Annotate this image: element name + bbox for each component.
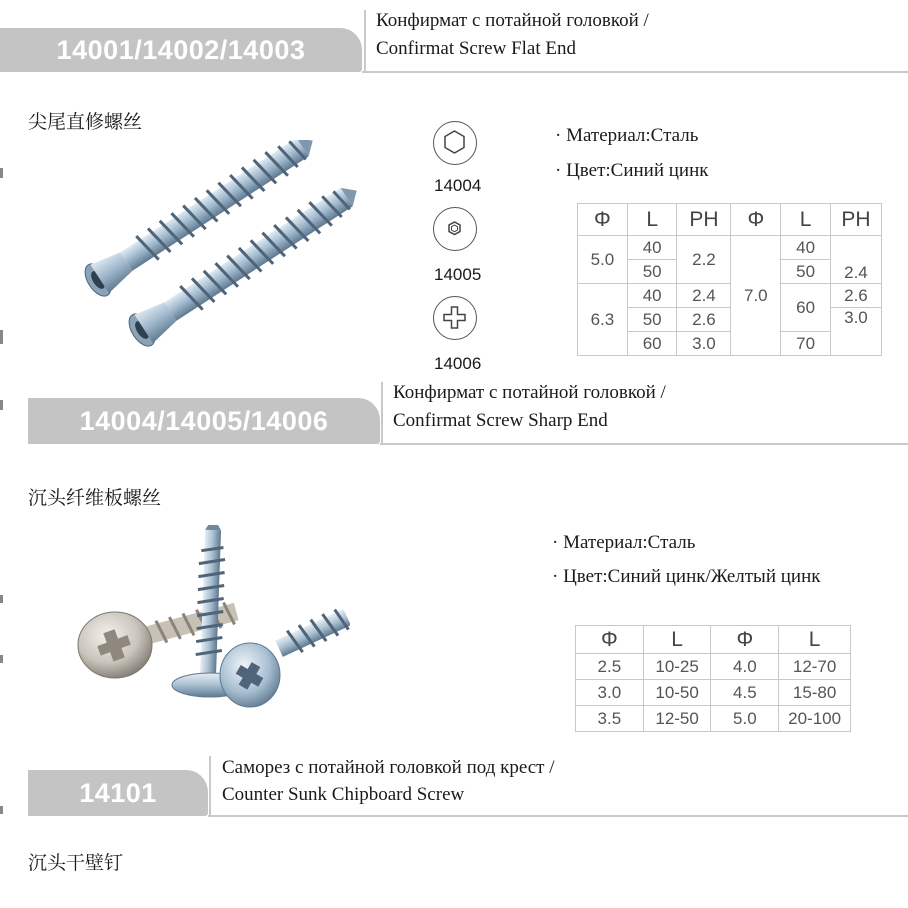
spec-color: · Цвет:Синий цинк/Желтый цинк (552, 566, 821, 587)
col-header: L (627, 204, 677, 236)
header-rule (208, 815, 908, 817)
cell: 7.0 (731, 236, 781, 356)
cell: 50 (781, 260, 831, 284)
product-code-tab (0, 28, 362, 72)
cell: 20-100 (779, 706, 851, 732)
col-header: Φ (711, 626, 779, 654)
col-header: Φ (578, 204, 628, 236)
cell: 12-70 (779, 654, 851, 680)
drive-code: 14005 (434, 265, 482, 284)
cell: 4.0 (711, 654, 779, 680)
title-ru: Саморез с потайной головкой под крест / (222, 757, 555, 778)
cell: 2.4 (677, 284, 731, 308)
cell: 40 (781, 236, 831, 260)
confirmat-screw-image (80, 140, 380, 360)
cell: 2.6 (677, 308, 731, 332)
cell: 2.4 (830, 236, 881, 284)
title-en: Counter Sunk Chipboard Screw (222, 784, 465, 805)
chinese-label: 沉头纤维板螺丝 (28, 487, 162, 509)
header-divider (209, 756, 211, 816)
cell: 60 (627, 332, 677, 356)
col-header: Φ (731, 204, 781, 236)
cell: 3.5 (576, 706, 644, 732)
chinese-label: 尖尾直修螺丝 (28, 111, 143, 133)
col-header: L (781, 204, 831, 236)
chipboard-size-table (575, 625, 851, 732)
title-en: Confirmat Screw Flat End (376, 38, 576, 59)
cell: 2.5 (576, 654, 644, 680)
title-en: Confirmat Screw Sharp End (393, 410, 608, 431)
cell: 40 (627, 236, 677, 260)
col-header: Φ (576, 626, 644, 654)
col-header: PH (677, 204, 731, 236)
cell: 40 (627, 284, 677, 308)
product-code: 14001/14002/14003 (56, 34, 306, 65)
phillips-icon (433, 296, 477, 340)
cell: 3.0 (677, 332, 731, 356)
col-header: PH (830, 204, 881, 236)
cell: 12-50 (643, 706, 711, 732)
hex-socket-icon (433, 121, 477, 165)
cell: 4.5 (711, 680, 779, 706)
col-header: L (643, 626, 711, 654)
product-code: 14101 (79, 777, 157, 808)
product-code-tab (28, 770, 208, 816)
cell: 3.0 (576, 680, 644, 706)
header-divider (381, 382, 383, 444)
cell: 15-80 (779, 680, 851, 706)
product-code: 14004/14005/14006 (79, 405, 329, 436)
cell: 5.0 (711, 706, 779, 732)
product-code-tab (28, 398, 380, 444)
drive-code: 14004 (434, 176, 482, 195)
cell: 10-25 (643, 654, 711, 680)
cell: 6.3 (578, 284, 628, 356)
confirmat-size-table (577, 203, 882, 356)
cell: 2.2 (677, 236, 731, 284)
title-ru: Конфирмат с потайной головкой / (376, 10, 649, 31)
spec-material: · Материал:Сталь (555, 125, 699, 146)
cell: 60 (781, 284, 831, 332)
chinese-label: 沉头干壁钉 (28, 852, 124, 874)
cell: 3.0 (830, 308, 881, 356)
title-ru: Конфирмат с потайной головкой / (393, 382, 666, 403)
spec-material: · Материал:Сталь (552, 532, 696, 553)
margin-marks (0, 0, 6, 908)
header-rule (380, 443, 908, 445)
cell: 10-50 (643, 680, 711, 706)
spec-color: · Цвет:Синий цинк (555, 160, 709, 181)
drive-code: 14006 (434, 354, 482, 373)
header-rule (362, 71, 908, 73)
col-header: L (779, 626, 851, 654)
cell: 70 (781, 332, 831, 356)
cell: 5.0 (578, 236, 628, 284)
cell: 2.6 (830, 284, 881, 308)
cell: 50 (627, 260, 677, 284)
chipboard-screw-image (70, 525, 350, 725)
small-hex-icon (433, 207, 477, 251)
header-divider (364, 10, 366, 72)
cell: 50 (627, 308, 677, 332)
